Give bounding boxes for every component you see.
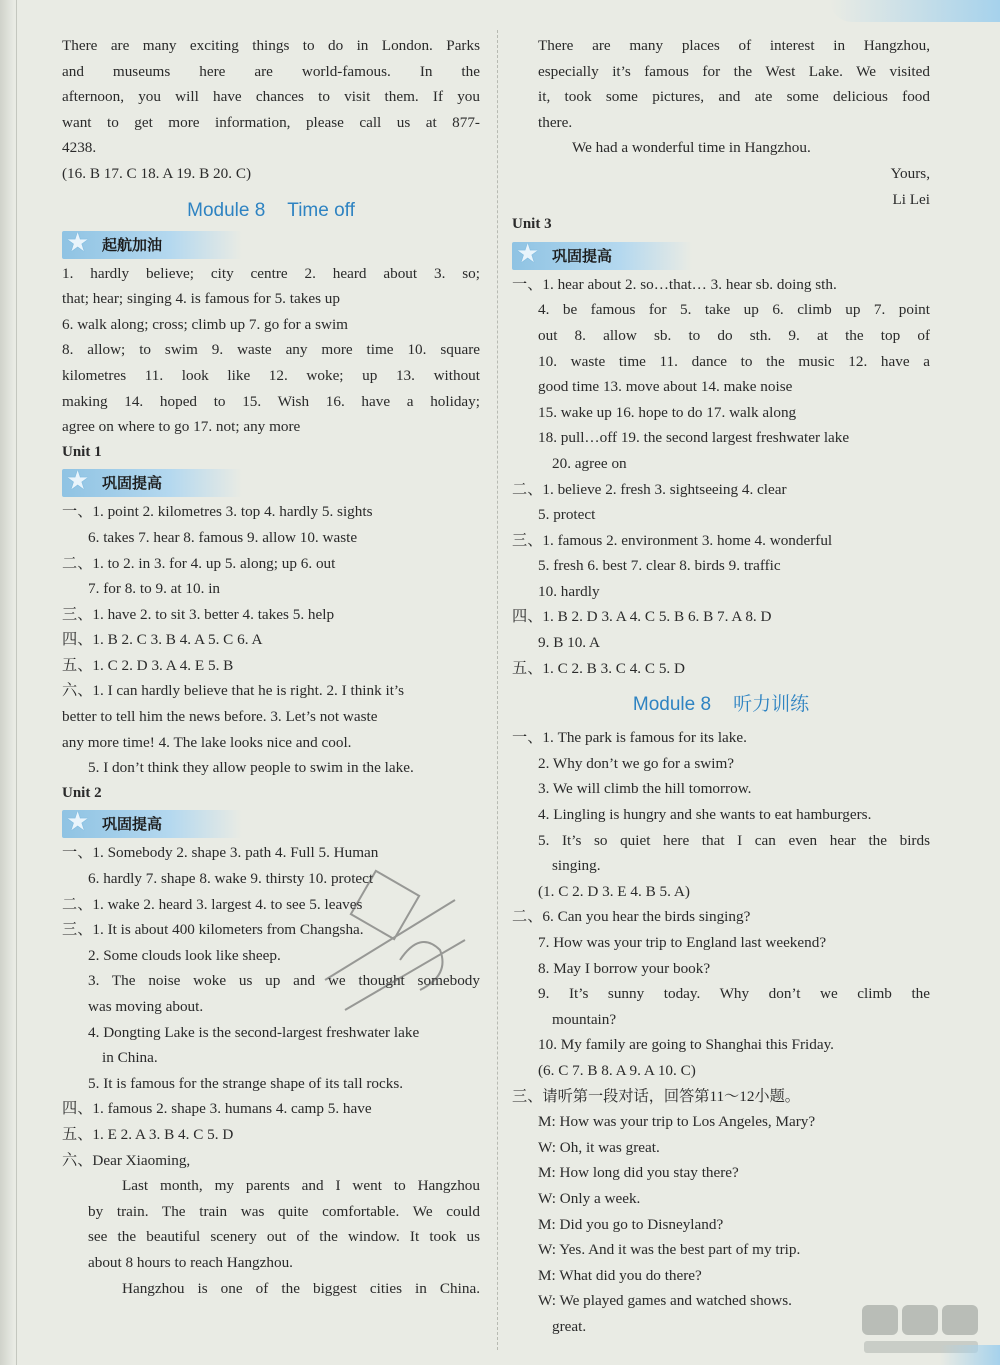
section-header [512, 238, 692, 270]
section-header [62, 227, 242, 259]
star-icon: ★ [516, 238, 540, 269]
text-line: 18. pull…off 19. the second largest freshwater lake [538, 429, 850, 447]
text-line: 2. Some clouds look like sheep. [88, 946, 281, 964]
module-title-main: Module 8 [187, 199, 266, 221]
text-line: Yours, [890, 164, 930, 182]
text-line: 三、1. famous 2. environment 3. home 4. wonderful [512, 531, 833, 549]
text-line: 6. walk along; cross; climb up 7. go for a swim [62, 315, 348, 333]
text-line: 4. be famous for 5. take up 6. climb up 7. point [538, 301, 930, 319]
text-line: 一、1. The park is famous for its lake. [512, 729, 747, 747]
text-line: 4238. [62, 139, 97, 157]
module-title [62, 195, 480, 227]
text-line: M: What did you do there? [538, 1266, 702, 1284]
text-line: 9. B 10. A [538, 634, 601, 652]
text-line: 2. Why don’t we go for a swim? [538, 754, 734, 772]
text-line: 10. hardly [538, 582, 600, 600]
text-line: W: Yes. And it was the best part of my trip. [538, 1241, 801, 1259]
text-line: afternoon, you will have chances to visit them. If you [62, 88, 480, 106]
text-line: mountain? [552, 1010, 617, 1028]
text-line: 5. fresh 6. best 7. clear 8. birds 9. traffic [538, 557, 781, 575]
module-title [512, 689, 930, 721]
text-line: (6. C 7. B 8. A 9. A 10. C) [538, 1061, 696, 1079]
text-line: 一、1. point 2. kilometres 3. top 4. hardly 5. sights [62, 503, 373, 521]
text-line: M: How was your trip to Los Angeles, Mary? [538, 1113, 816, 1131]
text-line: agree on where to go 17. not; any more [62, 418, 301, 436]
text-line: 5. It’s so quiet here that I can even hear the birds [538, 831, 930, 849]
text-line: was moving about. [88, 998, 204, 1015]
text-line: 四、1. B 2. D 3. A 4. C 5. B 6. B 7. A 8. D [512, 608, 772, 626]
text-line: great. [552, 1317, 587, 1335]
module-title-main: Module 8 [632, 694, 712, 716]
text-line: W: Oh, it was great. [538, 1138, 660, 1156]
text-line: 五、1. C 2. B 3. C 4. C 5. D [512, 659, 685, 677]
text-line: (1. C 2. D 3. E 4. B 5. A) [538, 882, 690, 900]
text-line: 9. It’s sunny today. Why don’t we climb the [538, 985, 930, 1003]
text-line: 5. It is famous for the strange shape of its tall rocks. [88, 1074, 404, 1092]
star-icon: ★ [66, 227, 90, 258]
top-decoration [830, 0, 1000, 22]
text-line: 10. My family are going to Shanghai this Friday. [538, 1036, 834, 1054]
unit-heading: Unit 2 [62, 784, 102, 801]
text-line: 一、1. Somebody 2. shape 3. path 4. Full 5. Human [62, 844, 379, 862]
text-line: Li Lei [892, 190, 930, 208]
text-line: 二、1. to 2. in 3. for 4. up 5. along; up 6. out [62, 554, 336, 572]
text-line: want to get more information, please call us at 877- [62, 113, 480, 131]
text-line: good time 13. move about 14. make noise [538, 378, 793, 396]
text-line: 二、6. Can you hear the birds singing? [512, 908, 751, 926]
text-line: M: Did you go to Disneyland? [538, 1215, 724, 1233]
text-line: Last month, my parents and I went to Hangzhou [122, 1177, 480, 1195]
text-line: 三、1. It is about 400 kilometers from Changsha. [62, 921, 364, 939]
text-line: M: How long did you stay there? [538, 1164, 739, 1182]
text-line: 8. allow; to swim 9. waste any more time 10. square [62, 341, 480, 359]
section-header [62, 807, 242, 838]
section-header-label: 起航加油 [102, 235, 163, 254]
text-line: 7. How was your trip to England last weekend? [538, 934, 827, 951]
bottom-decoration [940, 1345, 1000, 1365]
star-icon: ★ [66, 466, 90, 497]
text-line: 二、1. wake 2. heard 3. largest 4. to see 5. leaves [62, 895, 363, 913]
text-line: There are many places of interest in Hangzhou, [538, 37, 930, 54]
text-line: 六、1. I can hardly believe that he is right. 2. I think it’s [62, 682, 405, 700]
module-title-sub: Time off [287, 199, 355, 221]
text-line: singing. [552, 857, 601, 875]
text-line: W: Only a week. [538, 1189, 641, 1207]
text-line: 1. hardly believe; city centre 2. heard about 3. so; [62, 264, 480, 282]
text-line: 五、1. C 2. D 3. A 4. E 5. B [62, 656, 234, 674]
text-line: 5. protect [538, 506, 596, 524]
star-icon: ★ [66, 807, 90, 838]
text-line: 4. Lingling is hungry and she wants to eat hamburgers. [538, 806, 872, 824]
text-line: 三、1. have 2. to sit 3. better 4. takes 5. help [62, 605, 335, 623]
text-line: 四、1. famous 2. shape 3. humans 4. camp 5. have [62, 1100, 372, 1118]
text-line: 10. waste time 11. dance to the music 12. have a [538, 352, 930, 370]
text-line: 一、1. hear about 2. so…that… 3. hear sb. doing sth. [512, 275, 837, 293]
right-column [512, 33, 930, 1340]
unit-heading: Unit 1 [62, 443, 102, 460]
text-line: 6. hardly 7. shape 8. wake 9. thirsty 10. protect [88, 870, 374, 888]
text-line: 五、1. E 2. A 3. B 4. C 5. D [62, 1125, 234, 1143]
text-line: about 8 hours to reach Hangzhou. [88, 1253, 293, 1271]
left-column [62, 33, 480, 1301]
unit-heading: Unit 3 [512, 216, 552, 233]
text-line: better to tell him the news before. 3. Let’s not waste [62, 708, 378, 726]
page-binding-edge [0, 0, 14, 1365]
text-line: see the beautiful scenery out of the window. It took us [88, 1228, 480, 1246]
section-header-label: 巩固提高 [102, 474, 163, 493]
section-header [62, 466, 242, 497]
text-line: 15. wake up 16. hope to do 17. walk along [538, 403, 797, 421]
text-line: out 8. allow sb. to do sth. 9. at the top of [538, 326, 930, 344]
text-line: 7. for 8. to 9. at 10. in [88, 580, 221, 598]
section-header-label: 巩固提高 [102, 815, 163, 834]
text-line: and museums here are world-famous. In the [62, 62, 480, 80]
column-divider [497, 30, 498, 1350]
text-line: 20. agree on [552, 454, 627, 472]
text-line: W: We played games and watched shows. [538, 1292, 792, 1310]
text-line: 8. May I borrow your book? [538, 959, 711, 977]
section-header-label: 巩固提高 [552, 246, 613, 265]
module-title-sub: 听力训练 [733, 694, 810, 716]
text-line: 三、请听第一段对话，回答第11～12小题。 [512, 1087, 800, 1105]
text-line: it, took some pictures, and ate some delicious food [538, 88, 930, 106]
text-line: We had a wonderful time in Hangzhou. [572, 139, 811, 157]
text-line: by train. The train was quite comfortable. We could [88, 1202, 480, 1220]
text-line: 3. We will climb the hill tomorrow. [538, 780, 752, 798]
text-line: 5. I don’t think they allow people to swim in the lake. [88, 759, 414, 777]
text-line: in China. [102, 1049, 158, 1067]
text-line: 二、1. believe 2. fresh 3. sightseeing 4. clear [512, 480, 787, 498]
text-line: 六、Dear Xiaoming, [62, 1151, 191, 1169]
text-line: kilometres 11. look like 12. woke; up 13. without [62, 366, 480, 384]
text-line: There are many exciting things to do in London. Parks [62, 37, 480, 54]
text-line: 6. takes 7. hear 8. famous 9. allow 10. waste [88, 528, 358, 546]
text-line: there. [538, 113, 573, 131]
text-line: that; hear; singing 4. is famous for 5. takes up [62, 290, 340, 308]
text-line: 4. Dongting Lake is the second-largest freshwater lake [88, 1023, 420, 1041]
page-binding-line [16, 0, 17, 1365]
text-line: 3. The noise woke us up and we thought somebody [88, 972, 480, 990]
text-line: (16. B 17. C 18. A 19. B 20. C) [62, 164, 252, 182]
text-line: making 14. hoped to 15. Wish 16. have a holiday; [62, 392, 480, 410]
text-line: any more time! 4. The lake looks nice and cool. [62, 733, 352, 751]
text-line: Hangzhou is one of the biggest cities in China. [122, 1279, 480, 1297]
text-line: 四、1. B 2. C 3. B 4. A 5. C 6. A [62, 631, 263, 649]
text-line: especially it’s famous for the West Lake. We visited [538, 62, 930, 80]
